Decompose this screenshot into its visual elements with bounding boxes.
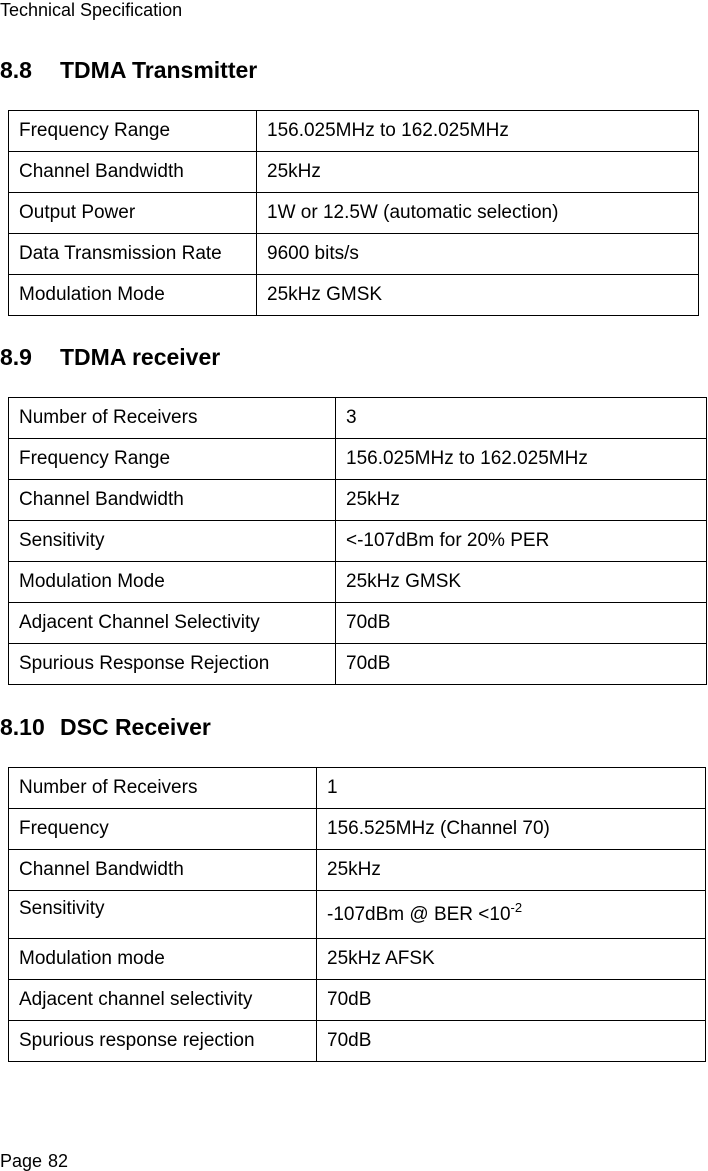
spec-table-tdma-transmitter: [8, 110, 699, 316]
spec-value: <-107dBm for 20% PER: [336, 521, 707, 562]
table-row: [9, 768, 706, 809]
page-header-title: Technical Specification: [0, 0, 183, 20]
table-row: [9, 603, 707, 644]
spec-value-text: -107dBm @ BER <10: [327, 903, 511, 925]
spec-value: 156.025MHz to 162.025MHz: [257, 111, 699, 152]
page-number: 82: [48, 1151, 69, 1171]
spec-value: 70dB: [336, 603, 707, 644]
table-row: [9, 1021, 706, 1062]
table-row: [9, 111, 699, 152]
spec-label: Data Transmission Rate: [9, 234, 257, 275]
table-row: [9, 562, 707, 603]
spec-value: 25kHz AFSK: [317, 939, 706, 980]
table-row: [9, 980, 706, 1021]
spec-value: 3: [336, 398, 707, 439]
table-row: [9, 275, 699, 316]
spec-value: 70dB: [336, 644, 707, 685]
table-row: [9, 891, 706, 939]
page-footer: [0, 1151, 68, 1171]
spec-value: 1W or 12.5W (automatic selection): [257, 193, 699, 234]
section-heading: [0, 714, 211, 740]
spec-label: Adjacent channel selectivity: [9, 980, 317, 1021]
spec-label: Modulation Mode: [9, 275, 257, 316]
spec-value: 25kHz GMSK: [257, 275, 699, 316]
spec-label: Spurious response rejection: [9, 1021, 317, 1062]
section-title: TDMA receiver: [60, 344, 221, 370]
spec-value-exponent: -2: [510, 899, 523, 915]
table-row: [9, 398, 707, 439]
spec-label: Output Power: [9, 193, 257, 234]
spec-table-tdma-receiver: [8, 397, 707, 685]
spec-label: Modulation Mode: [9, 562, 336, 603]
spec-label: Sensitivity: [9, 521, 336, 562]
spec-value: 25kHz: [257, 152, 699, 193]
table-row: [9, 809, 706, 850]
spec-label: Modulation mode: [9, 939, 317, 980]
table-row: [9, 152, 699, 193]
spec-label: Channel Bandwidth: [9, 152, 257, 193]
spec-label: Frequency Range: [9, 111, 257, 152]
spec-label: Frequency Range: [9, 439, 336, 480]
spec-value: 25kHz: [336, 480, 707, 521]
table-row: [9, 939, 706, 980]
section-title: DSC Receiver: [60, 714, 211, 740]
table-row: [9, 521, 707, 562]
spec-value: 156.025MHz to 162.025MHz: [336, 439, 707, 480]
table-row: [9, 850, 706, 891]
spec-label: Number of Receivers: [9, 768, 317, 809]
spec-label: Channel Bandwidth: [9, 850, 317, 891]
section-heading: [0, 57, 257, 83]
table-row: [9, 234, 699, 275]
page-label: Page: [0, 1151, 43, 1171]
spec-value: 1: [317, 768, 706, 809]
spec-value: 25kHz: [317, 850, 706, 891]
spec-label: Spurious Response Rejection: [9, 644, 336, 685]
section-heading: [0, 344, 220, 370]
spec-value: 9600 bits/s: [257, 234, 699, 275]
table-row: [9, 644, 707, 685]
table-row: [9, 193, 699, 234]
spec-table-dsc-receiver: [8, 767, 706, 1062]
spec-label: Adjacent Channel Selectivity: [9, 603, 336, 644]
spec-label: Sensitivity: [9, 891, 317, 939]
section-number: 8.8: [0, 57, 32, 83]
section-title: TDMA Transmitter: [60, 57, 258, 83]
spec-value: 70dB: [317, 980, 706, 1021]
section-number: 8.10: [0, 714, 45, 740]
spec-label: Channel Bandwidth: [9, 480, 336, 521]
spec-value: 70dB: [317, 1021, 706, 1062]
spec-label: Frequency: [9, 809, 317, 850]
table-row: [9, 480, 707, 521]
spec-value: [317, 891, 706, 939]
section-number: 8.9: [0, 344, 32, 370]
spec-label: Number of Receivers: [9, 398, 336, 439]
table-row: [9, 439, 707, 480]
spec-value: 25kHz GMSK: [336, 562, 707, 603]
spec-value: 156.525MHz (Channel 70): [317, 809, 706, 850]
